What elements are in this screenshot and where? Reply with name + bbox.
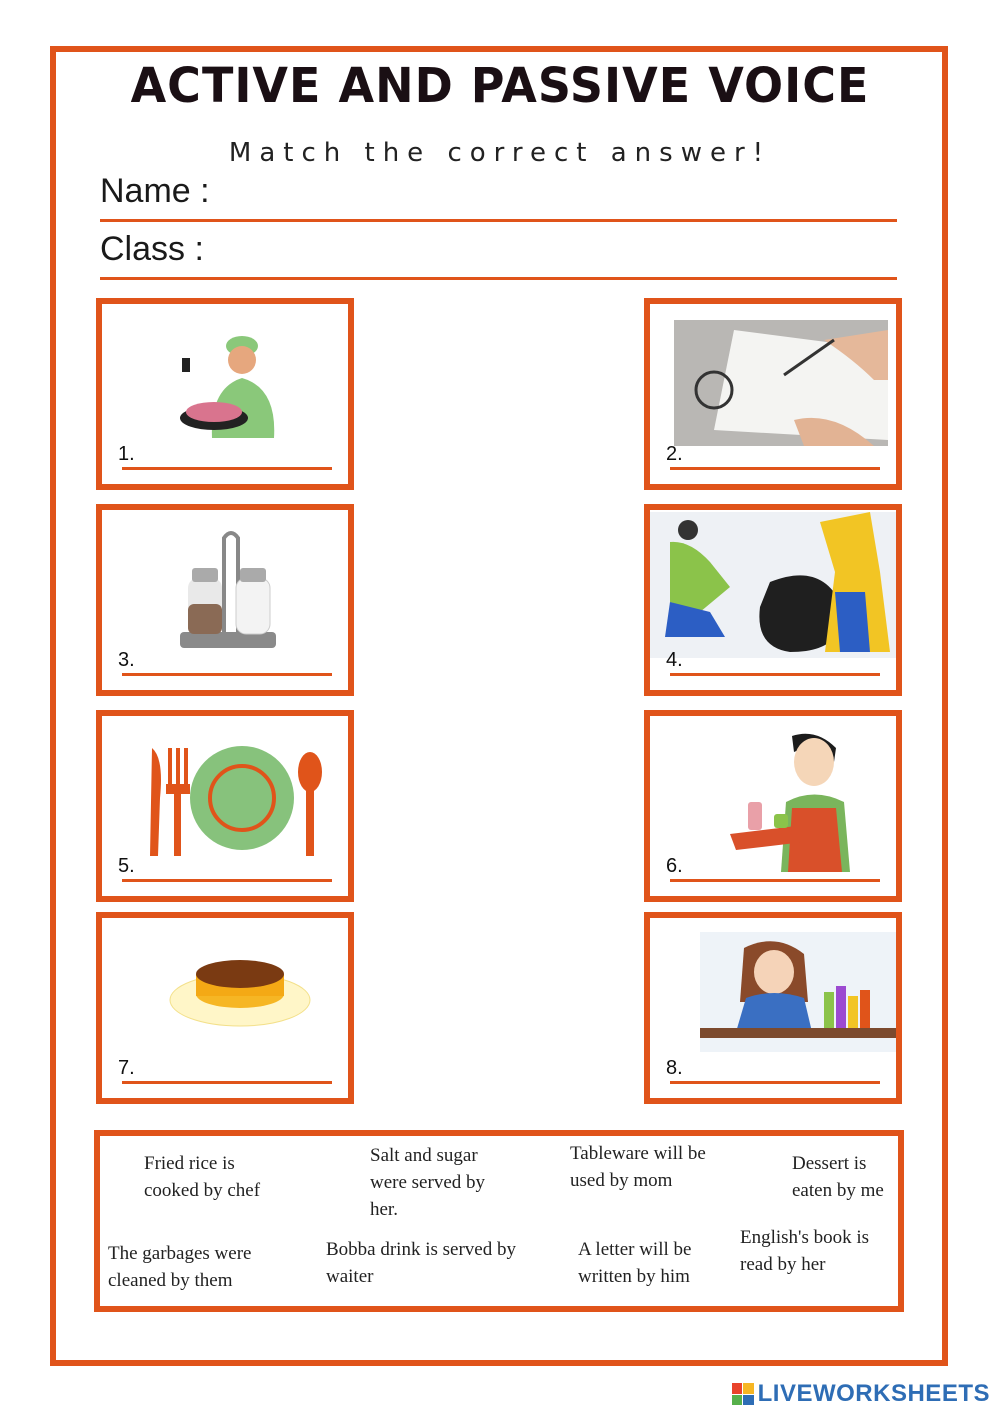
card-number: 2. (666, 443, 683, 465)
card-5 (96, 710, 354, 902)
answer-line[interactable] (670, 879, 880, 882)
answer-line[interactable] (122, 467, 332, 470)
pudding-dessert-picture (168, 944, 318, 1034)
card-number: 8. (666, 1057, 683, 1079)
answer-line[interactable] (670, 1081, 880, 1084)
answer-line[interactable] (122, 673, 332, 676)
answer-option[interactable]: Bobba drink is served by waiter (326, 1239, 516, 1287)
answer-option[interactable]: Tableware will be used by mom (570, 1143, 706, 1191)
card-6 (644, 710, 902, 902)
answer-line[interactable] (670, 467, 880, 470)
card-number: 1. (118, 443, 135, 465)
card-2 (644, 298, 902, 490)
answer-option[interactable]: Salt and sugar were served by her. (370, 1145, 486, 1220)
logo-mark-icon (732, 1383, 754, 1405)
answer-option[interactable]: The garbages were cleaned by them (108, 1243, 252, 1291)
girl-reading-book-picture (700, 932, 896, 1052)
people-collecting-garbage-picture (650, 512, 896, 658)
card-1 (96, 298, 354, 490)
tableware-picture (142, 728, 332, 858)
class-input-line[interactable] (100, 277, 897, 280)
answer-line[interactable] (122, 879, 332, 882)
writing-letter-picture (674, 320, 888, 446)
answer-bank (94, 1130, 904, 1312)
class-label: Class : (100, 230, 204, 268)
answer-option[interactable]: English's book is read by her (740, 1227, 870, 1275)
name-label: Name : (100, 172, 210, 210)
answer-option[interactable]: Dessert is eaten by me (792, 1153, 884, 1201)
card-8 (644, 912, 902, 1104)
card-number: 3. (118, 649, 135, 671)
logo-text: LIVEWORKSHEETS (757, 1380, 990, 1407)
name-input-line[interactable] (100, 219, 897, 222)
card-3 (96, 504, 354, 696)
answer-line[interactable] (122, 1081, 332, 1084)
page-title: ACTIVE AND PASSIVE VOICE (130, 56, 870, 114)
liveworksheets-logo[interactable] (732, 1380, 990, 1408)
answer-line[interactable] (670, 673, 880, 676)
card-4 (644, 504, 902, 696)
answer-option[interactable]: Fried rice is cooked by chef (144, 1153, 261, 1201)
card-number: 5. (118, 855, 135, 877)
card-number: 7. (118, 1057, 135, 1079)
card-7 (96, 912, 354, 1104)
waiter-serving-picture (726, 722, 856, 872)
page-subtitle: Match the correct answer! (228, 138, 772, 168)
card-number: 4. (666, 649, 683, 671)
card-number: 6. (666, 855, 683, 877)
salt-and-pepper-shakers-picture (176, 524, 286, 654)
chef-cooking-picture (162, 318, 302, 448)
answer-option[interactable]: A letter will be written by him (578, 1239, 692, 1287)
